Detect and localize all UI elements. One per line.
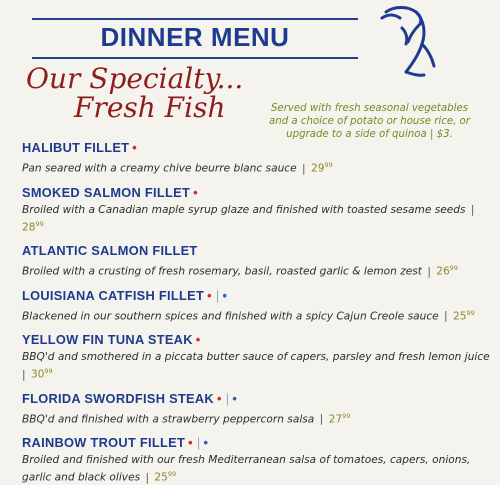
price-separator: |: [22, 368, 29, 381]
specialty-line-1: Our Specialty...: [26, 62, 244, 95]
item-price-cents: 99: [449, 264, 459, 273]
item-description-text: BBQ'd and smothered in a piccata butter sauce of capers, parsley and fresh lemon juice: [22, 351, 490, 364]
item-price: 25: [154, 471, 168, 484]
item-price-cents: 99: [466, 308, 475, 317]
price-separator: |: [316, 413, 327, 426]
item-description-text: BBQ'd and finished with a strawberry peppercorn salsa: [22, 413, 315, 426]
blue-dot-icon: •: [232, 390, 238, 406]
header-rule-top: [32, 18, 358, 20]
menu-item: [22, 435, 492, 485]
item-name-text: RAINBOW TROUT FILLET: [22, 435, 186, 451]
specialty-line-2: Fresh Fish: [74, 91, 226, 124]
blue-dot-icon: •: [222, 287, 228, 303]
menu-item: [22, 332, 492, 382]
item-description: [22, 350, 492, 382]
item-description: [22, 261, 492, 279]
price-separator: |: [440, 310, 451, 323]
item-price: 28: [22, 221, 36, 234]
menu-items-list: [22, 140, 492, 485]
item-name-text: LOUISIANA CATFISH FILLET: [22, 287, 205, 303]
item-name-text: SMOKED SALMON FILLET: [22, 184, 191, 200]
item-price: 30: [30, 368, 45, 381]
menu-item: [22, 243, 492, 279]
page-title: DINNER MENU: [100, 22, 290, 52]
item-price-cents: 99: [35, 219, 44, 228]
served-note: Served with fresh seasonal vegetables and a choice of potato or house rice, or upgrade to a side of quinoa | $3.: [269, 103, 470, 140]
item-price-cents: 99: [342, 411, 351, 420]
mark-separator: |: [215, 287, 220, 303]
item-description-text: Pan seared with a creamy chive beurre blanc sauce: [22, 162, 297, 175]
item-name: [22, 332, 492, 348]
item-price-cents: 99: [167, 470, 177, 479]
item-price-cents: 99: [44, 367, 53, 376]
fish-logo-icon: [372, 2, 442, 80]
blue-dot-icon: •: [203, 435, 209, 451]
mark-separator: |: [196, 435, 201, 451]
red-dot-icon: •: [193, 184, 198, 200]
item-name-text: HALIBUT FILLET: [22, 140, 130, 155]
menu-item: [22, 391, 492, 427]
item-name-text: ATLANTIC SALMON FILLET: [22, 243, 198, 259]
item-name: [22, 435, 492, 451]
specialty-heading: [26, 64, 266, 122]
item-price: 29: [310, 162, 325, 175]
item-price: 25: [452, 310, 467, 323]
item-description: [22, 453, 492, 485]
price-separator: |: [423, 265, 435, 278]
item-name-text: FLORIDA SWORDFISH STEAK: [22, 390, 214, 406]
menu-item: [22, 185, 492, 235]
menu-item: [22, 140, 492, 176]
red-dot-icon: •: [216, 390, 222, 406]
item-description: [22, 158, 492, 176]
red-dot-icon: •: [188, 435, 193, 451]
price-separator: |: [142, 471, 153, 484]
item-name: [22, 185, 492, 201]
item-name: [22, 391, 492, 407]
price-separator: |: [467, 203, 475, 216]
item-price: 26: [436, 265, 450, 278]
red-dot-icon: •: [195, 332, 201, 348]
item-description: [22, 203, 492, 235]
item-description-text: Broiled with a Canadian maple syrup glaze and finished with toasted sesame seeds: [22, 203, 466, 216]
item-name: [22, 243, 492, 259]
item-description: [22, 409, 492, 427]
item-description-text: Broiled with a crusting of fresh rosemary, basil, roasted garlic & lemon zest: [22, 265, 422, 278]
red-dot-icon: •: [132, 140, 138, 155]
item-description-text: Blackened in our southern spices and finished with a spicy Cajun Creole sauce: [22, 310, 439, 323]
menu-item: [22, 288, 492, 324]
item-name: [22, 140, 492, 156]
item-description: [22, 306, 492, 324]
mark-separator: |: [225, 390, 230, 406]
item-description-text: Broiled and finished with our fresh Mediterranean salsa of tomatoes, capers, onions, garlic and black olives: [22, 454, 471, 484]
item-price-cents: 99: [324, 161, 333, 169]
item-price: 27: [328, 413, 343, 426]
item-name-text: YELLOW FIN TUNA STEAK: [22, 332, 193, 348]
item-name: [22, 288, 492, 304]
red-dot-icon: •: [207, 287, 212, 303]
price-separator: |: [298, 162, 309, 175]
header-rule-bottom: [32, 57, 358, 59]
